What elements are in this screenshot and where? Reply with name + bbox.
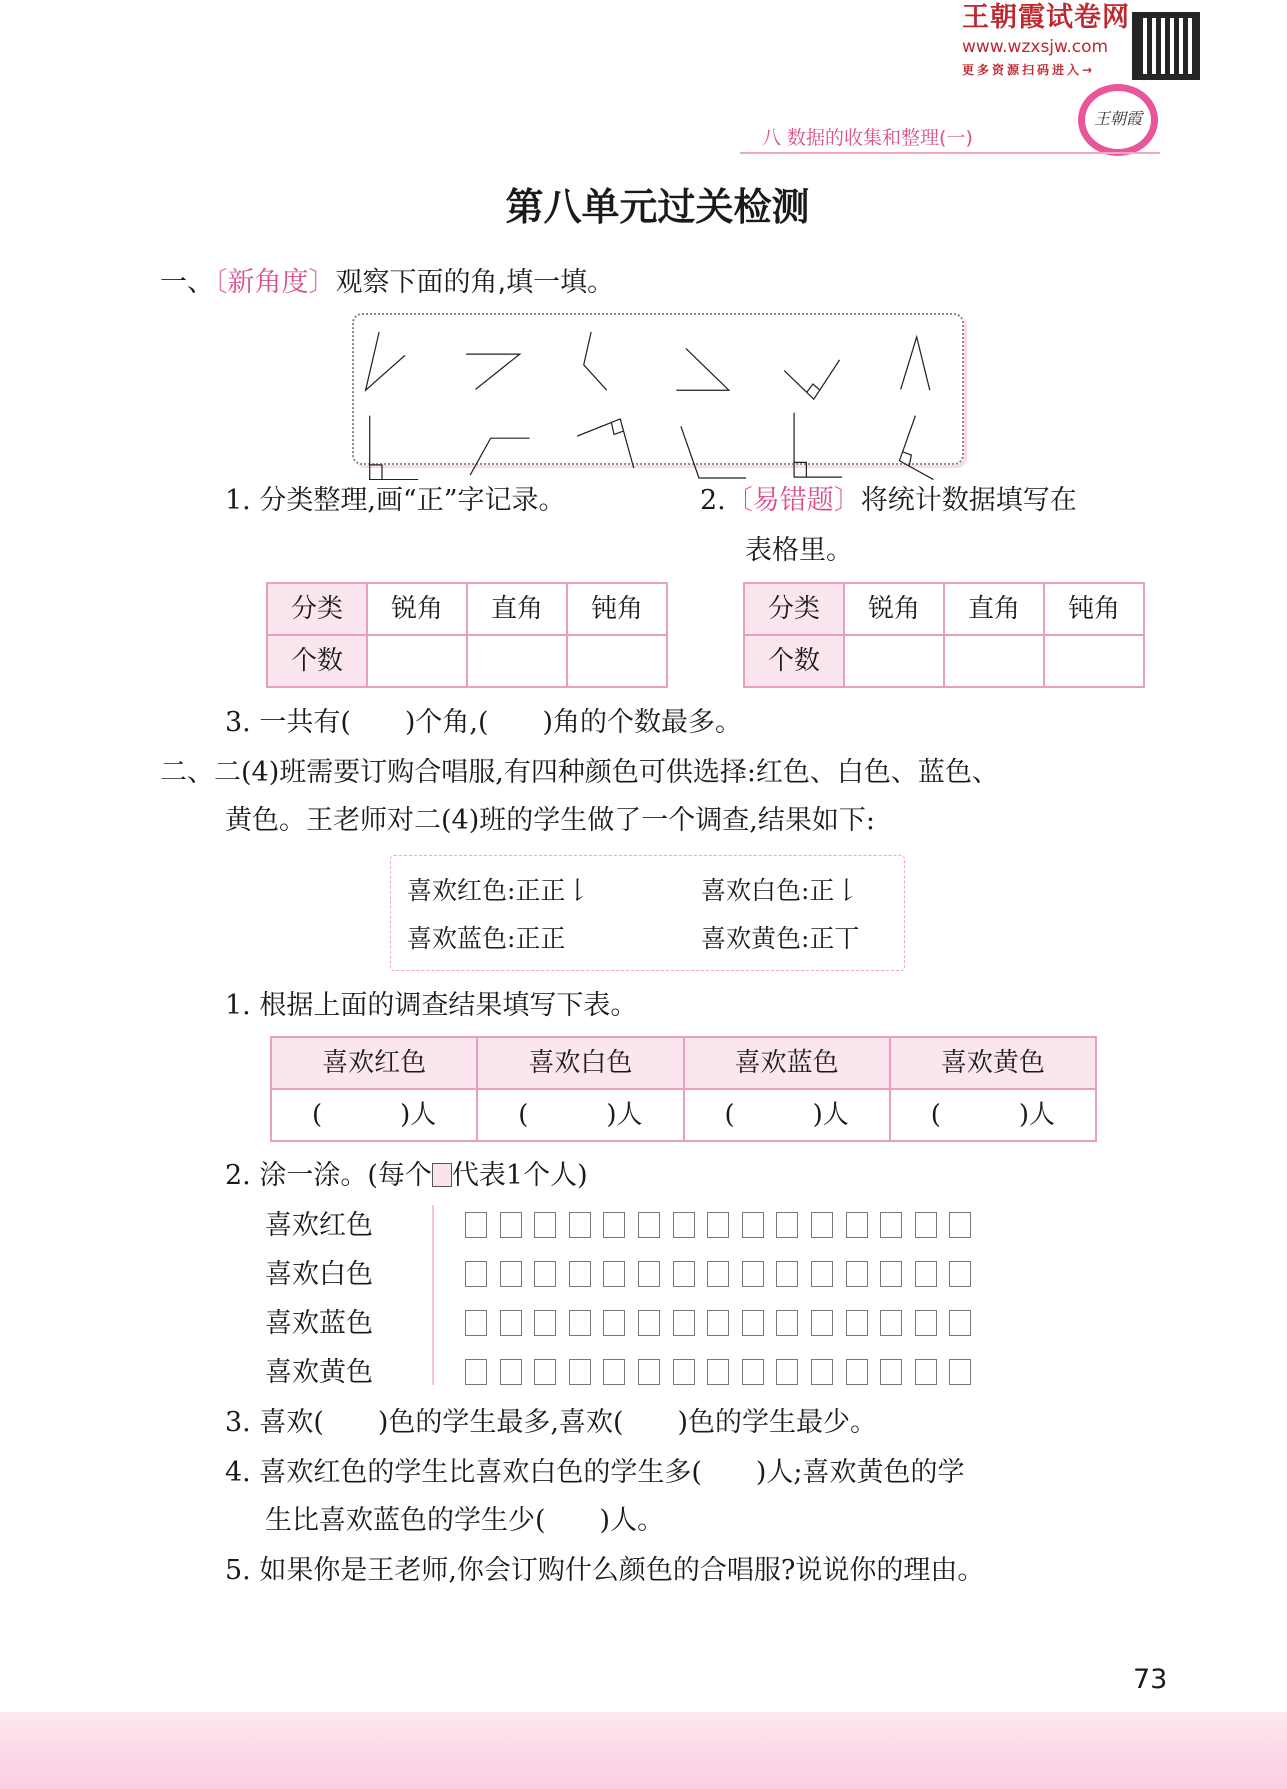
color-box[interactable]	[500, 1310, 522, 1336]
angle-4	[676, 348, 728, 390]
color-box[interactable]	[673, 1359, 695, 1385]
color-box[interactable]	[949, 1310, 971, 1336]
color-box[interactable]	[534, 1359, 556, 1385]
table-header: 喜欢蓝色	[684, 1037, 890, 1089]
color-box[interactable]	[949, 1212, 971, 1238]
angle-3	[584, 332, 607, 390]
angle-9	[577, 419, 634, 468]
tally-table	[266, 582, 668, 688]
qr-code-icon	[1132, 12, 1200, 80]
color-box[interactable]	[880, 1310, 902, 1336]
color-box[interactable]	[707, 1212, 729, 1238]
color-box[interactable]	[673, 1212, 695, 1238]
question-text: 代表1个人)	[451, 1160, 588, 1191]
color-box[interactable]	[707, 1359, 729, 1385]
color-box[interactable]	[638, 1359, 660, 1385]
row-label: 个数	[744, 635, 844, 687]
color-box[interactable]	[846, 1359, 868, 1385]
color-box[interactable]	[500, 1212, 522, 1238]
question-tag: 〔易错题〕	[725, 485, 861, 516]
unit-header: 八 数据的收集和整理(一)	[762, 127, 973, 149]
question-2-4-line2: 生比喜欢蓝色的学生少( )人。	[265, 1505, 665, 1536]
brand-url: www.wzxsjw.com	[962, 37, 1109, 57]
angle-10	[681, 426, 746, 478]
angle-1	[366, 332, 405, 390]
color-box[interactable]	[742, 1212, 764, 1238]
color-box[interactable]	[569, 1261, 591, 1287]
question-2-1: 1. 根据上面的调查结果填写下表。	[225, 990, 638, 1021]
color-box[interactable]	[465, 1212, 487, 1238]
color-box[interactable]	[603, 1212, 625, 1238]
survey-blue: 喜欢蓝色:正正	[407, 924, 566, 953]
color-box[interactable]	[500, 1359, 522, 1385]
color-box[interactable]	[673, 1261, 695, 1287]
color-box[interactable]	[949, 1359, 971, 1385]
color-box[interactable]	[915, 1359, 937, 1385]
color-box[interactable]	[880, 1359, 902, 1385]
color-box[interactable]	[776, 1359, 798, 1385]
angle-8	[470, 438, 529, 475]
right-angle-mark	[807, 384, 820, 392]
answer-cell[interactable]: ( )人	[684, 1089, 890, 1141]
color-box[interactable]	[776, 1261, 798, 1287]
angle-7	[370, 416, 418, 480]
section-2-line2: 黄色。王老师对二(4)班的学生做了一个调查,结果如下:	[225, 805, 875, 836]
footer-band	[0, 1712, 1287, 1789]
brand-more: 更多资源扫码进入→	[962, 63, 1096, 77]
count-table	[743, 582, 1145, 688]
question-number: 2.	[700, 485, 726, 516]
table-header: 喜欢红色	[271, 1037, 477, 1089]
color-box[interactable]	[846, 1261, 868, 1287]
color-box[interactable]	[776, 1212, 798, 1238]
color-box[interactable]	[638, 1212, 660, 1238]
table-header: 钝角	[1044, 583, 1144, 635]
header-divider	[740, 152, 1160, 154]
color-box[interactable]	[880, 1261, 902, 1287]
table-header: 直角	[467, 583, 567, 635]
question-1-1: 1. 分类整理,画“正”字记录。	[225, 485, 566, 516]
section-1-heading	[160, 265, 614, 301]
color-box[interactable]	[603, 1261, 625, 1287]
survey-red: 喜欢红色:正正𠄌	[407, 876, 591, 905]
angle-11	[794, 413, 842, 477]
color-box[interactable]	[534, 1261, 556, 1287]
table-header: 直角	[944, 583, 1044, 635]
color-box[interactable]	[569, 1212, 591, 1238]
color-box[interactable]	[742, 1359, 764, 1385]
color-box[interactable]	[465, 1310, 487, 1336]
color-box[interactable]	[811, 1310, 833, 1336]
color-box[interactable]	[707, 1310, 729, 1336]
color-box[interactable]	[915, 1310, 937, 1336]
count-cell[interactable]	[844, 635, 944, 687]
table-header: 分类	[267, 583, 367, 635]
color-box[interactable]	[603, 1359, 625, 1385]
tally-cell[interactable]	[467, 635, 567, 687]
color-box[interactable]	[742, 1310, 764, 1336]
survey-box	[390, 855, 905, 971]
color-box[interactable]	[915, 1212, 937, 1238]
row-label: 喜欢蓝色	[265, 1308, 373, 1339]
color-box[interactable]	[811, 1359, 833, 1385]
color-box[interactable]	[949, 1261, 971, 1287]
angle-2	[466, 354, 520, 389]
color-box[interactable]	[811, 1212, 833, 1238]
question-2-2	[225, 1158, 588, 1194]
question-1-3: 3. 一共有( )个角,( )角的个数最多。	[225, 707, 743, 738]
color-box[interactable]	[638, 1310, 660, 1336]
table-header: 喜欢黄色	[890, 1037, 1096, 1089]
color-box[interactable]	[603, 1310, 625, 1336]
color-box[interactable]	[465, 1359, 487, 1385]
color-box[interactable]	[638, 1261, 660, 1287]
question-1-2-line2: 表格里。	[745, 535, 853, 566]
count-cell[interactable]	[944, 635, 1044, 687]
color-box[interactable]	[880, 1212, 902, 1238]
color-box[interactable]	[569, 1310, 591, 1336]
answer-cell[interactable]: ( )人	[890, 1089, 1096, 1141]
angle-5	[784, 360, 839, 399]
question-2-3: 3. 喜欢( )色的学生最多,喜欢( )色的学生最少。	[225, 1407, 878, 1438]
row-label: 个数	[267, 635, 367, 687]
table-header: 锐角	[367, 583, 467, 635]
count-cell[interactable]	[1044, 635, 1144, 687]
tally-cell[interactable]	[567, 635, 667, 687]
angle-figures	[340, 300, 980, 480]
question-2-5: 5. 如果你是王老师,你会订购什么颜色的合唱服?说说你的理由。	[225, 1555, 985, 1586]
angle-6	[901, 337, 930, 390]
legend-square-icon	[432, 1163, 452, 1187]
color-box[interactable]	[673, 1310, 695, 1336]
angle-12	[899, 416, 933, 480]
answer-cell[interactable]: ( )人	[477, 1089, 683, 1141]
answer-cell[interactable]: ( )人	[271, 1089, 477, 1141]
table-header: 钝角	[567, 583, 667, 635]
row-label: 喜欢红色	[265, 1210, 373, 1241]
color-box[interactable]	[534, 1212, 556, 1238]
color-box[interactable]	[846, 1310, 868, 1336]
right-angle-mark	[794, 462, 806, 477]
color-box[interactable]	[742, 1261, 764, 1287]
question-text: 将统计数据填写在	[860, 485, 1077, 516]
table-header: 锐角	[844, 583, 944, 635]
color-box[interactable]	[465, 1261, 487, 1287]
section-2-line1: 二、二(4)班需要订购合唱服,有四种颜色可供选择:红色、白色、蓝色、	[160, 757, 999, 788]
row-label: 喜欢白色	[265, 1259, 373, 1290]
page-title: 第八单元过关检测	[505, 185, 810, 229]
color-box[interactable]	[776, 1310, 798, 1336]
color-table	[270, 1036, 1097, 1142]
row-label: 喜欢黄色	[265, 1357, 373, 1388]
color-box[interactable]	[500, 1261, 522, 1287]
table-header: 喜欢白色	[477, 1037, 683, 1089]
color-box[interactable]	[846, 1212, 868, 1238]
section-number: 一、	[160, 267, 214, 298]
color-box[interactable]	[707, 1261, 729, 1287]
tally-cell[interactable]	[367, 635, 467, 687]
seal-logo: 王朝霞	[1078, 84, 1158, 156]
table-header: 分类	[744, 583, 844, 635]
section-text: 观察下面的角,填一填。	[335, 267, 615, 298]
question-1-2	[700, 483, 1077, 519]
color-box[interactable]	[811, 1261, 833, 1287]
question-text: 2. 涂一涂。(每个	[225, 1160, 432, 1191]
right-angle-mark	[370, 465, 382, 480]
brand-logo: 王朝霞试卷网	[962, 2, 1130, 33]
section-tag: 〔新角度〕	[214, 267, 336, 298]
color-box[interactable]	[915, 1261, 937, 1287]
question-2-4: 4. 喜欢红色的学生比喜欢白色的学生多( )人;喜欢黄色的学	[225, 1457, 965, 1488]
survey-white: 喜欢白色:正𠄌	[701, 876, 860, 905]
chart-divider	[432, 1205, 434, 1385]
page-number: 73	[1133, 1664, 1168, 1695]
survey-yellow: 喜欢黄色:正丅	[701, 924, 860, 953]
color-box[interactable]	[534, 1310, 556, 1336]
color-box[interactable]	[569, 1359, 591, 1385]
